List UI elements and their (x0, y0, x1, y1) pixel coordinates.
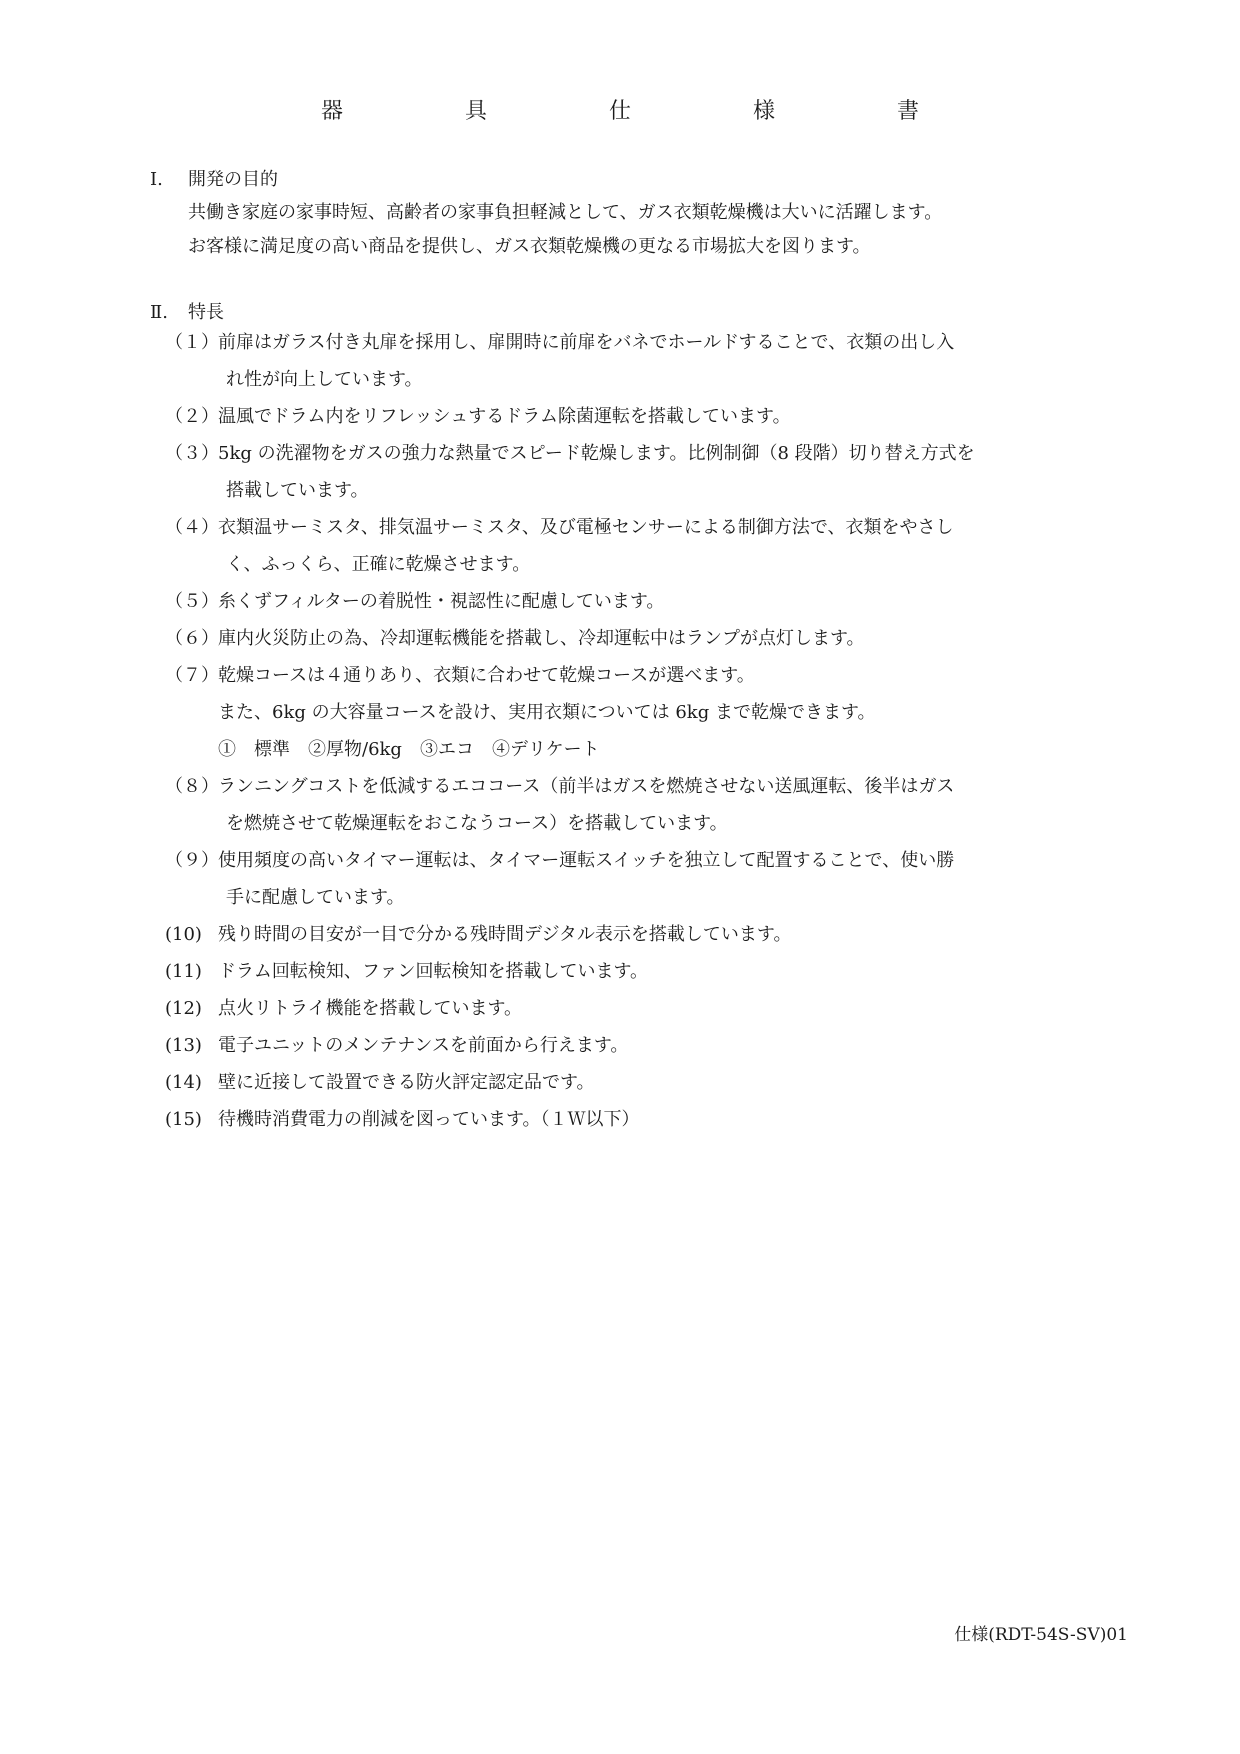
section-features-title: 特長 (188, 302, 224, 323)
purpose-line-2: お客様に満足度の高い商品を提供し、ガス衣類乾燥機の更なる市場拡大を図ります。 (188, 236, 871, 257)
feature-number: （７） (165, 665, 219, 686)
feature-line: 使用頻度の高いタイマー運転は、タイマー運転スイッチを独立して配置することで、使い勝 (218, 850, 955, 871)
purpose-line-1: 共働き家庭の家事時短、高齢者の家事負担軽減として、ガス衣類乾燥機は大いに活躍します。 (188, 202, 943, 223)
feature-item (0, 398, 1240, 435)
feature-item (0, 1064, 1240, 1101)
feature-number: （６） (165, 628, 219, 649)
feature-line: れ性が向上しています。 (226, 369, 423, 390)
features-list (0, 324, 1240, 1138)
feature-line: 庫内火災防止の為、冷却運転機能を搭載し、冷却運転中はランプが点灯します。 (218, 628, 865, 649)
document-title: 器 具 仕 様 書 (320, 99, 969, 124)
feature-item (0, 620, 1240, 657)
feature-item (0, 842, 1240, 916)
feature-number: （３） (165, 443, 219, 464)
section-purpose-title: 開発の目的 (188, 169, 278, 190)
feature-number: （１） (165, 332, 219, 353)
feature-line: 温風でドラム内をリフレッシュするドラム除菌運転を搭載しています。 (218, 406, 791, 427)
section-purpose-number: Ⅰ. (150, 169, 163, 190)
feature-item (0, 953, 1240, 990)
feature-line: 糸くずフィルターの着脱性・視認性に配慮しています。 (218, 591, 665, 612)
feature-line: 残り時間の目安が一目で分かる残時間デジタル表示を搭載しています。 (218, 924, 792, 945)
feature-number: (11) (165, 961, 202, 982)
feature-number: (14) (165, 1072, 202, 1093)
feature-number: (13) (165, 1035, 202, 1056)
feature-line: 搭載しています。 (226, 480, 369, 501)
feature-line: 衣類温サーミスタ、排気温サーミスタ、及び電極センサーによる制御方法で、衣類をやさし (218, 517, 954, 538)
feature-line: 電子ユニットのメンテナンスを前面から行えます。 (218, 1035, 629, 1056)
feature-line: 待機時消費電力の削減を図っています。（１Ｗ以下） (218, 1109, 640, 1130)
feature-line: く、ふっくら、正確に乾燥させます。 (226, 554, 531, 575)
feature-line: 壁に近接して設置できる防火評定認定品です。 (218, 1072, 595, 1093)
feature-number: （５） (165, 591, 219, 612)
feature-number: (15) (165, 1109, 202, 1130)
feature-line: また、6kg の大容量コースを設け、実用衣類については 6kg まで乾燥できます。 (218, 702, 876, 723)
feature-number: （２） (165, 406, 219, 427)
feature-item (0, 583, 1240, 620)
feature-number: （９） (165, 850, 219, 871)
feature-number: （８） (165, 776, 219, 797)
feature-number: (10) (165, 924, 202, 945)
section-features-heading (150, 298, 224, 324)
feature-line: を燃焼させて乾燥運転をおこなうコース）を搭載しています。 (226, 813, 728, 834)
feature-item (0, 990, 1240, 1027)
feature-item (0, 768, 1240, 842)
feature-item (0, 916, 1240, 953)
feature-line: 点火リトライ機能を搭載しています。 (218, 998, 523, 1019)
section-purpose-heading (150, 165, 278, 191)
feature-number: （４） (165, 517, 219, 538)
feature-item (0, 324, 1240, 398)
feature-number: (12) (165, 998, 202, 1019)
feature-line: 5kg の洗濯物をガスの強力な熱量でスピード乾燥します。比例制御（8 段階）切り替え方式を (218, 443, 975, 464)
feature-item (0, 657, 1240, 768)
document-code-footer: 仕様(RDT-54S-SV)01 (954, 1625, 1128, 1645)
section-features-number: Ⅱ. (150, 302, 168, 323)
feature-line: ① 標準 ②厚物/6kg ③エコ ④デリケート (218, 739, 600, 760)
feature-item (0, 509, 1240, 583)
feature-item (0, 1101, 1240, 1138)
feature-line: 手に配慮しています。 (226, 887, 405, 908)
feature-line: ドラム回転検知、ファン回転検知を搭載しています。 (218, 961, 649, 982)
feature-line: 前扉はガラス付き丸扉を採用し、扉開時に前扉をバネでホールドすることで、衣類の出し入 (218, 332, 955, 353)
feature-item (0, 435, 1240, 509)
feature-item (0, 1027, 1240, 1064)
feature-line: 乾燥コースは４通りあり、衣類に合わせて乾燥コースが選べます。 (218, 665, 755, 686)
feature-line: ランニングコストを低減するエココース（前半はガスを燃焼させない送風運転、後半はガス (218, 776, 955, 797)
